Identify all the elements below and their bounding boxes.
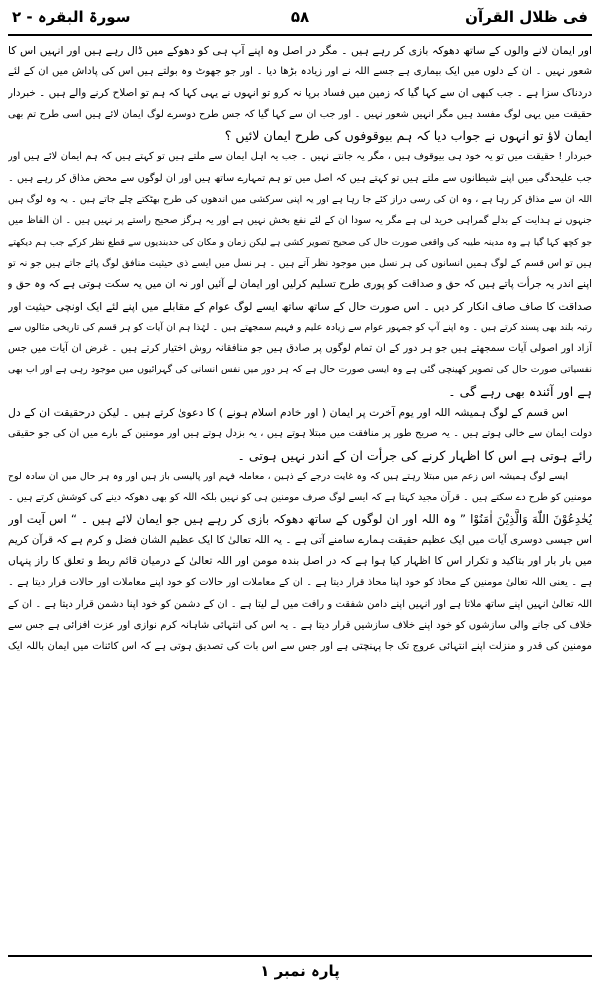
text-line: جب علیحدگی میں اپنے شیطانوں سے ملتے ہیں تو کہتے ہیں کہ اصل میں تو ہم تمہارے ساتھ ہیں اور ان لوگوں سے محض مذاق کر رہے ہیں ۔ [8, 172, 592, 184]
text-line: اللہ تعالیٰ انہیں اپنے ساتھ ملاتا ہے اور انہیں اپنے دامن شفقت و رافت میں لے لیتا ہے ۔ ان کے دشمن کو خود اپنا دشمن قرار دیتا ہے ۔ ان کے [8, 598, 592, 610]
text-line: دردناک سزا ہے ۔ جب کبھی ان سے کہا گیا کہ زمین میں فساد برپا نہ کرو تو انہوں نے یہی کہا کہ ہم تو اصلاح کرنے والے ہیں ۔ خبردار [8, 86, 592, 99]
juz-label: پارہ نمبر ۱ [260, 962, 340, 980]
text-line: رتبہ بلند بھی پسند کرتے ہیں ۔ وہ اپنے آپ کو جمہور عوام سے زیادہ علیم و فہیم سمجھتے ہیں ۔ لہٰذا ہم ان آیات کو ہر قسم کی تاریخی مثالوں سے [8, 321, 592, 333]
book-title: فی ظلال القرآن [465, 8, 588, 26]
text-line: اللہ ان سے مذاق کر رہا ہے ، وہ ان کی رسی دراز کئے جا رہا ہے اور یہ اپنی سرکشی میں اندھوں کی طرح بھٹکتے چلے جاتے ہیں ۔ یہ وہ لوگ ہیں [8, 194, 592, 206]
text-line: نفسیاتی صورت حال کی تصویر کھینچی گئی ہے وہ ایسی صورت حال ہے کہ ہر دور میں نفس انسانی کی گہرائیوں میں موجود رہی ہے اور اب بھی [8, 364, 592, 376]
text-line: دولت ایمان سے خالی ہوتے ہیں ۔ یہ صریح طور پر منافقت میں مبتلا ہوتے ہیں ، یہ بزدل ہوتے ہیں اور مومنین کے بارے میں ان کی جو حقیقی [8, 428, 592, 440]
header-rule [8, 34, 592, 36]
text-line: حقیقت میں یہی لوگ مفسد ہیں مگر انہیں شعور نہیں ۔ اور جب ان سے کہا گیا کہ جس طرح دوسرے لوگ ایمان لائے ہیں اسی طرح تم بھی [8, 108, 592, 120]
text-line: ہیں تو اس قسم کے لوگ ہمیں انسانوں کی ہر نسل میں موجود نظر آتے ہیں ۔ ہر نسل میں ایسے ذی حیثیت منافق لوگ پائے جاتے ہیں جو نہ تو [8, 257, 592, 269]
text-line: اس قسم کے لوگ ہمیشہ اللہ اور یوم آخرت پر ایمان ( اور خادم اسلام ہونے ) کا دعویٰ کرتے ہیں ۔ لیکن درحقیقت ان کے دل [8, 406, 568, 420]
text-line: خلاف کی جانے والی سازشوں کو خود اپنے خلاف سازشیں قرار دیتا ہے ۔ یہ اس کی انتہائی شاہانہ کرم نوازی اور عزت افزائی ہے جس سے [8, 620, 592, 632]
text-line: ہے ۔ یعنی اللہ تعالیٰ مومنین کے محاذ کو خود اپنا محاذ قرار دیتا ہے ۔ ان کے معاملات اور حالات کو خود اپنے معاملات اور حالات قرار دیتا ہے ۔ [8, 577, 592, 589]
text-line: میں بار بار اور بتاکید و تکرار اس کا اظہار کیا ہوا ہے کہ در اصل بندہ مومن اور اللہ تعالیٰ کے درمیان قائم ربط و تعلق کا راز پنہاں [8, 555, 592, 568]
text-line: صداقت کا صاف صاف انکار کر دیں ۔ اس صورت حال کے ساتھ ساتھ ایسے لوگ عوام کے مقابلے میں اپنے لئے ایک اونچی حیثیت اور [8, 299, 592, 313]
page-header [8, 2, 592, 32]
text-line: ایمان لاؤ تو انہوں نے جواب دیا کہ ہم بیوقوفوں کی طرح ایمان لائیں ؟ [224, 128, 592, 144]
text-line: اپنے اندر یہ جرأت پاتے ہیں کہ حق و صداقت کو پوری طرح تسلیم کرلیں اور ایمان لے آئیں اور نہ ان میں یہ سکت ہوتی ہے کہ وہ حق و [8, 278, 592, 291]
text-line: اس جیسی دوسری آیات میں ایک عظیم حقیقت ہمارے سامنے آتی ہے ۔ یہ اللہ تعالیٰ کا ایک عظیم الشان فضل و کرم ہے کہ قرآن کریم [8, 533, 592, 546]
surah-title: سورۃ البقرہ - ۲ [12, 8, 131, 26]
text-line: ہے اور آئندہ بھی رہے گی ۔ [448, 383, 592, 399]
text-line: جو کچھ کہا گیا ہے وہ مدینہ طیبہ کی واقعی صورت حال کی صحیح تصویر کشی ہے لیکن زمان و مکان کی حدبندیوں سے قطع نظر کرکے جب ہم دیکھتے [8, 236, 592, 248]
footer-rule [8, 955, 592, 957]
text-line: رائے ہوتی ہے اس کا اظہار کرنے کی جرأت ان کے اندر نہیں ہوتی ۔ [237, 447, 592, 463]
text-line: يُخٰدِعُوْنَ اللّٰهَ وَالَّذِيْنَ اٰمَنُوْا ” وہ اللہ اور ان لوگوں کے ساتھ دھوکہ بازی کر رہے ہیں جو ایمان لائے ہیں ۔ “ اس آیت اور [8, 511, 592, 526]
text-line: ایسے لوگ ہمیشہ اس زعم میں مبتلا رہتے ہیں کہ وہ غایت درجے کے ذہین ، معاملہ فہم اور پالیسی باز ہیں اور وہ ہر حال میں ان سادہ لوح [8, 470, 568, 482]
text-line: جنہوں نے ہدایت کے بدلے گمراہی خرید لی ہے مگر یہ سودا ان کے لئے نفع بخش نہیں ہے اور یہ ہرگز صحیح راستے پر نہیں ہیں ۔ ان الفاظ میں [8, 215, 592, 227]
text-line: مومنین کی قدر و منزلت اپنے انتہائی عروج تک جا پہنچتی ہے اور جس سے اس بات کی تصدیق ہوتی ہے کہ اس کائنات میں ایمان باللہ ایک [8, 641, 592, 653]
text-line: خبردار ! حقیقت میں تو یہ خود ہی بیوقوف ہیں ، مگر یہ جانتے نہیں ۔ جب یہ اہل ایمان سے ملتے ہیں تو کہتے ہیں کہ ہم ایمان لائے ہیں اور [8, 151, 592, 163]
body-text [8, 40, 592, 950]
text-line: اور ایمان لانے والوں کے ساتھ دھوکہ بازی کر رہے ہیں ۔ مگر در اصل وہ اپنے آپ ہی کو دھوکے میں ڈال رہے ہیں اور انہیں اس کا [8, 44, 592, 57]
page-number: ۵۸ [290, 8, 310, 26]
text-line: شعور نہیں ۔ ان کے دلوں میں ایک بیماری ہے جسے اللہ نے اور زیادہ بڑھا دیا ۔ اور جو جھوٹ وہ بولتے ہیں اس کی پاداش میں ان کے لئے [8, 66, 592, 78]
text-line: آزاد اور اصولی آیات سمجھتے ہیں جو ہر دور کے ان تمام لوگوں پر صادق ہیں جو منافقانہ روش اختیار کرتے ہیں ۔ غرض ان آیات میں جس [8, 343, 592, 355]
text-line: مومنین کو طرح دے سکتے ہیں ۔ قرآن مجید کہتا ہے کہ ایسے لوگ صرف مومنین ہی کو نہیں بلکہ اللہ کو بھی دھوکہ دینے کی کوشش کرتے ہیں ۔ [8, 492, 592, 504]
page-footer [0, 962, 600, 992]
